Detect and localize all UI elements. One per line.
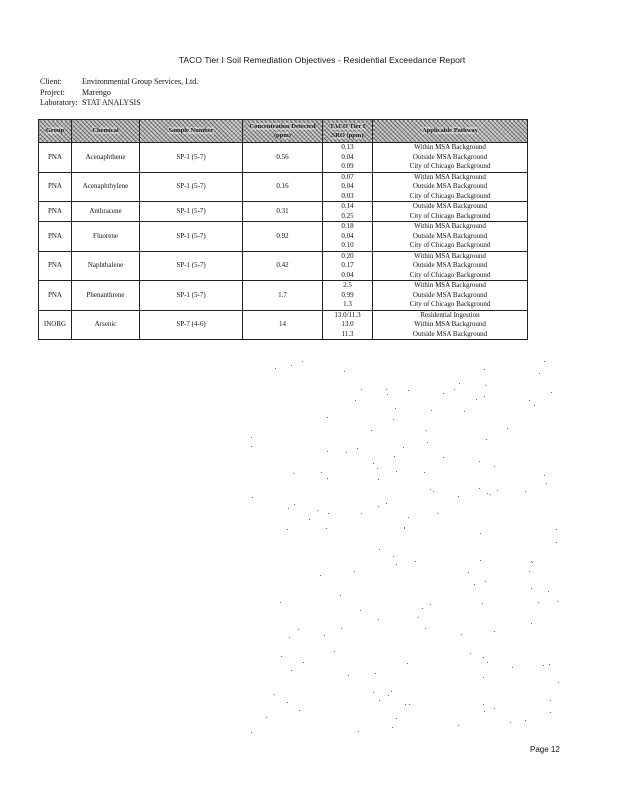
scan-speck [490,494,491,495]
sro-value: 13.0/11.3 [334,310,361,319]
laboratory-row [40,98,198,109]
cell-chemical: Acenaphthylene [72,172,140,202]
scan-speck [409,704,410,705]
sro-value: 0.03 [341,191,354,200]
scan-speck [251,446,252,447]
scan-speck [275,368,276,369]
sro-value: 0.09 [341,162,354,170]
cell-chemical: Naphthalene [72,251,140,281]
scan-speck [379,700,380,701]
scan-speck [485,581,486,582]
scan-speck [544,361,545,362]
sro-value: 1.3 [343,300,352,308]
scan-speck [507,428,508,429]
scan-speck [458,725,459,726]
scan-speck [388,695,389,696]
table-row [39,222,528,252]
client-label: Client: [40,77,62,86]
scan-speck [386,389,387,390]
project-value: Marengo [82,87,111,97]
scan-speck [355,400,356,401]
scan-speck [443,393,444,394]
sro-value: 0.04 [341,270,354,279]
scan-speck [298,629,299,630]
scan-speck [324,635,325,636]
table-header-row [39,120,528,143]
scan-speck [454,389,455,390]
report-meta [40,77,198,109]
scan-speck [396,471,397,472]
scan-speck [459,383,460,384]
scan-speck [309,519,310,520]
scan-speck [391,691,392,692]
pathway-value: Within MSA Background [414,143,486,151]
scan-speck [487,662,488,663]
scan-speck [529,400,530,401]
scan-speck [386,503,387,504]
sro-value: 0.04 [341,152,354,161]
scan-speck [443,457,444,458]
scan-speck [408,517,409,518]
sro-value: 0.20 [341,251,354,260]
project-row [40,88,198,99]
cell-chemical: Anthracene [72,202,140,222]
cell-sro [323,251,373,281]
scan-speck [252,497,253,498]
scan-speck [361,513,362,514]
sro-value: 0.04 [341,182,354,190]
scan-speck [360,610,361,611]
scan-speck [538,602,539,603]
scan-speck [487,493,488,494]
scan-speck [303,662,304,663]
table-row [39,281,528,311]
scan-speck [327,451,328,452]
scan-speck [344,371,345,372]
scan-speck [468,572,469,573]
scan-speck [482,603,483,604]
scan-speck [346,452,347,453]
sro-value: 11.3 [341,329,354,338]
pathway-value: Within MSA Background [414,320,486,328]
scan-speck [479,488,480,489]
cell-sro [323,202,373,222]
pathway-value: Residential Ingestion [420,310,480,319]
scan-speck [548,591,549,592]
pathway-value: City of Chicago Background [409,241,491,249]
sro-value: 0.07 [341,172,354,181]
scan-speck [291,365,292,366]
scan-speck [510,722,511,723]
cell-pathway [373,251,528,281]
scan-speck [396,718,397,719]
scan-speck [531,623,532,624]
pathway-value: City of Chicago Background [409,300,491,308]
header-pathway: Applicable Pathway [373,120,528,143]
scan-speck [425,628,426,629]
sro-value: 2.5 [343,281,352,289]
scan-speck [461,634,462,635]
sro-value: 0.25 [341,211,354,220]
scan-speck [373,463,374,464]
scan-speck [437,513,438,514]
scan-speck [494,631,495,632]
cell-group: INORG [39,310,72,340]
scan-speck [556,529,557,530]
sro-value: 0.17 [341,261,354,269]
cell-sample-number: SP-7 (4-6) [140,310,243,340]
pathway-value: Within MSA Background [414,222,486,230]
cell-sro [323,172,373,202]
pathway-value: Within MSA Background [414,281,486,289]
laboratory-value: STAT ANALYSIS [82,98,141,107]
scan-speck [486,439,487,440]
cell-sro [323,143,373,173]
cell-sample-number: SP-1 (5-7) [140,143,243,173]
table-row [39,251,528,281]
scan-speck [470,653,471,654]
scan-speck [426,430,427,431]
scan-speck [326,528,327,529]
scan-speck [484,711,485,712]
scan-speck [480,533,481,534]
scan-speck [375,673,376,674]
cell-concentration: 0.42 [243,251,323,281]
sro-value: 0.14 [341,202,354,210]
scan-speck [327,417,328,418]
cell-pathway [373,222,528,252]
scan-speck [251,732,252,733]
scan-speck [430,489,431,490]
cell-group: PNA [39,222,72,252]
scan-speck [546,483,547,484]
cell-sample-number: SP-1 (5-7) [140,251,243,281]
cell-chemical: Acenaphthene [72,143,140,173]
header-concentration: Concentration Detected (ppm) [243,120,323,143]
scan-speck [549,664,550,665]
scan-speck [404,528,405,529]
scan-speck [405,704,406,705]
scan-speck [430,604,431,605]
scan-speck [529,571,530,572]
client-row [40,77,198,88]
scan-speck [408,390,409,391]
scan-speck [427,442,428,443]
scan-speck [557,601,558,602]
scan-speck [485,385,486,386]
cell-sample-number: SP-1 (5-7) [140,172,243,202]
cell-group: PNA [39,202,72,222]
cell-group: PNA [39,251,72,281]
scan-speck [293,473,294,474]
pathway-value: City of Chicago Background [409,162,491,170]
scan-speck [373,692,374,693]
scan-speck [395,408,396,409]
scan-speck [378,506,379,507]
scan-speck [531,588,532,589]
scan-speck [294,504,295,505]
scan-speck [403,447,404,448]
cell-sro [323,310,373,340]
pathway-value: Outside MSA Background [412,261,488,269]
sro-value: 0.13 [341,143,354,151]
sro-value: 0.18 [341,222,354,230]
cell-group: PNA [39,172,72,202]
scan-speck [497,490,498,491]
scan-speck [317,510,318,511]
scan-speck [394,456,395,457]
scan-speck [483,677,484,678]
scan-speck [550,712,551,713]
scan-speck [480,560,481,561]
scan-speck [328,513,329,514]
cell-group: PNA [39,281,72,311]
scan-speck [422,608,423,609]
scan-speck [433,491,434,492]
scan-speck [287,702,288,703]
scan-speck [424,472,425,473]
scan-speck [396,564,397,565]
scan-speck [479,461,480,462]
cell-sro [323,222,373,252]
scan-speck [534,405,535,406]
cell-group: PNA [39,143,72,173]
pathway-value: Outside MSA Background [412,182,488,190]
scan-speck [494,466,495,467]
scan-speck [458,496,459,497]
page-number: Page 12 [530,745,560,754]
report-title: TACO Tier I Soil Remediation Objectives - Residential Exceedance Report [178,55,466,65]
scan-speck [539,373,540,374]
scan-speck [525,491,526,492]
cell-chemical: Phenanthrene [72,281,140,311]
scan-speck [274,694,275,695]
project-label: Project: [40,87,65,97]
scan-speck [302,361,303,362]
scan-speck [251,437,252,438]
scan-speck [321,472,322,473]
scan-speck [494,708,495,709]
cell-concentration: 0.56 [243,143,323,173]
cell-pathway [373,143,528,173]
exceedance-table [38,119,528,340]
scan-speck [266,717,267,718]
scan-speck [361,389,362,390]
scan-speck [378,479,379,480]
scan-speck [474,584,475,585]
scan-speck [525,720,526,721]
scan-speck [281,656,282,657]
scan-speck [484,396,485,397]
scan-speck [354,571,355,572]
pathway-value: Outside MSA Background [412,231,488,240]
scan-speck [558,682,559,683]
pathway-value: Outside MSA Background [412,290,488,299]
scan-speck [393,419,394,420]
table-row [39,310,528,340]
pathway-value: Outside MSA Background [412,152,488,161]
table-row [39,172,528,202]
scan-speck [280,602,281,603]
scan-speck [484,369,485,370]
cell-sample-number: SP-1 (5-7) [140,281,243,311]
header-sro: TACO Tier I SRO (ppm) [323,120,373,143]
scan-speck [358,731,359,732]
cell-chemical: Fluorene [72,222,140,252]
laboratory-label: Laboratory: [40,98,78,107]
scan-speck [415,561,416,562]
pathway-value: Within MSA Background [414,251,486,260]
scan-speck [291,670,292,671]
scan-speck [357,448,358,449]
header-sample-number: Sample Number [140,120,243,143]
scan-speck [544,475,545,476]
scan-speck [543,665,544,666]
scan-speck [464,411,465,412]
scan-speck [378,619,379,620]
cell-concentration: 1.7 [243,281,323,311]
pathway-value: City of Chicago Background [409,191,491,200]
scan-speck [556,542,557,543]
scan-speck [431,410,432,411]
cell-pathway [373,202,528,222]
scan-speck [550,700,551,701]
scan-speck [327,478,328,479]
scan-speck [334,651,335,652]
pathway-value: Outside MSA Background [412,202,488,210]
scan-speck [532,562,533,563]
scan-speck [476,399,477,400]
cell-sample-number: SP-1 (5-7) [140,202,243,222]
pathway-value: Outside MSA Background [412,329,488,338]
cell-pathway [373,310,528,340]
sro-value: 0.04 [341,231,354,240]
scan-speck [551,392,552,393]
pathway-value: City of Chicago Background [409,211,491,220]
cell-concentration: 0.92 [243,222,323,252]
table-row [39,202,528,222]
scan-speck [377,468,378,469]
cell-concentration: 0.31 [243,202,323,222]
scan-speck [287,529,288,530]
header-chemical: Chemical [72,120,140,143]
scan-speck [483,657,484,658]
scan-speck [341,628,342,629]
client-value: Environmental Group Services, Ltd. [82,77,199,86]
cell-pathway [373,172,528,202]
cell-chemical: Arsenic [72,310,140,340]
sro-value: 13.0 [341,320,354,328]
scan-speck [393,556,394,557]
scan-speck [483,704,484,705]
scan-speck [379,549,380,550]
scan-speck [288,508,289,509]
table-row [39,143,528,173]
scan-speck [371,430,372,431]
scan-speck [392,727,393,728]
cell-concentration: 14 [243,310,323,340]
scan-speck [418,617,419,618]
scan-speck [387,394,388,395]
cell-concentration: 0.16 [243,172,323,202]
cell-pathway [373,281,528,311]
scan-speck [348,675,349,676]
table-body [39,143,528,340]
scan-speck [320,575,321,576]
pathway-value: Within MSA Background [414,172,486,181]
scan-speck [299,710,300,711]
scan-speck [289,637,290,638]
cell-sro [323,281,373,311]
pathway-value: City of Chicago Background [409,270,491,279]
cell-sample-number: SP-1 (5-7) [140,222,243,252]
scan-speck [407,663,408,664]
sro-value: 0.99 [341,290,354,299]
scan-speck [340,595,341,596]
header-group: Group [39,120,72,143]
scan-speck [512,667,513,668]
sro-value: 0.10 [341,241,354,249]
